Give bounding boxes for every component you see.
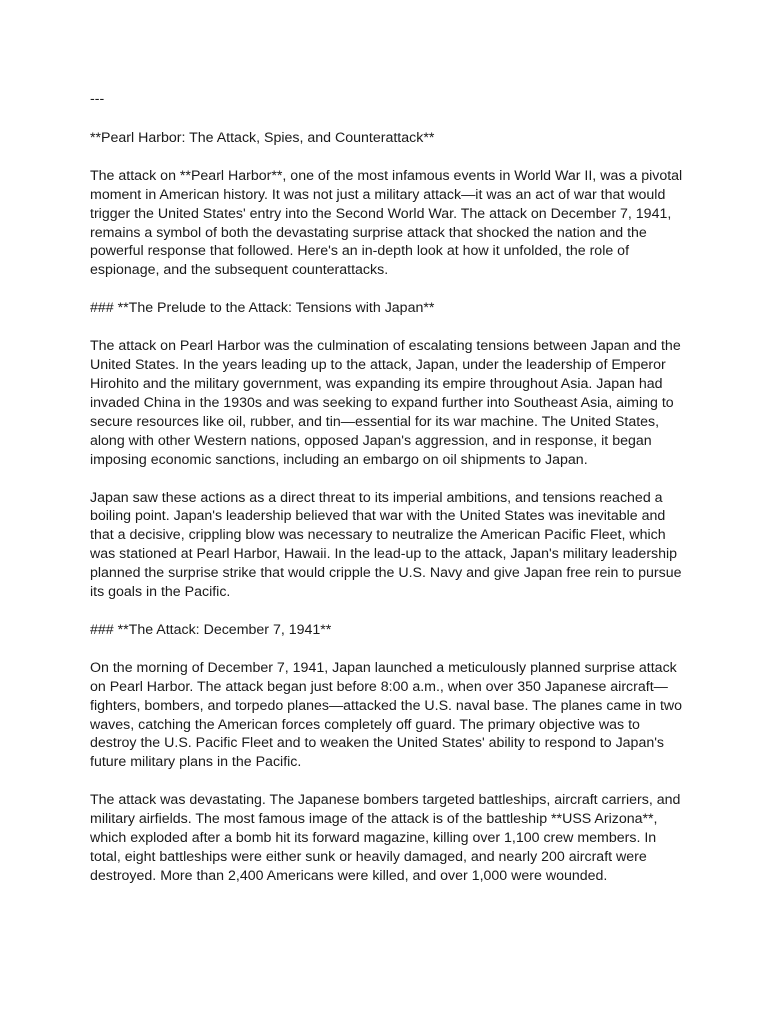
prelude-heading: ### **The Prelude to the Attack: Tensions with Japan** <box>90 300 435 317</box>
separator-line: --- <box>90 91 105 107</box>
attack-paragraph-2: The attack was devastating. The Japanese bombers targeted battleships, aircraft carriers, and military airfields. The most famous image of the attack is of the battleship **USS Arizona**, which exploded after a bomb hit its forward magazine, killing over 1,100 crew members. In total, eight battleships were either sunk or heavily damaged, and nearly 200 aircraft were destroyed. More than 2,400 Americans were killed, and over 1,000 were wounded. <box>90 792 681 884</box>
prelude-paragraph-2: Japan saw these actions as a direct threat to its imperial ambitions, and tensions reached a boiling point. Japan's leadership believed that war with the United States was inevitable and that a decisive, crippling blow was necessary to neutralize the American Pacific Fleet, which was stationed at Pearl Harbor, Hawaii. In the lead-up to the attack, Japan's military leadership planned the surprise strike that would cripple the U.S. Navy and give Japan free rein to pursue its goals in the Pacific. <box>90 489 682 601</box>
intro-paragraph: The attack on **Pearl Harbor**, one of the most infamous events in World War II, was a pivotal moment in American history. It was not just a military attack—it was an act of war that would trigger the United States' entry into the Second World War. The attack on December 7, 1941, remains a symbol of both the devastating surprise attack that shocked the nation and the powerful response that followed. Here's an in-depth look at how it unfolded, the role of espionage, and the subsequent counterattacks. <box>90 167 683 279</box>
prelude-paragraph-1: The attack on Pearl Harbor was the culmination of escalating tensions between Japan and the United States. In the years leading up to the attack, Japan, under the leadership of Emperor Hirohito and the military government, was expanding its empire throughout Asia. Japan had invaded China in the 1930s and was seeking to expand further into Southeast Asia, aiming to secure resources like oil, rubber, and tin—essential for its war machine. The United States, along with other Western nations, opposed Japan's aggression, and in response, it began imposing economic sanctions, including an embargo on oil shipments to Japan. <box>90 338 681 468</box>
attack-paragraph-1: On the morning of December 7, 1941, Japan launched a meticulously planned surprise attack on Pearl Harbor. The attack began just before 8:00 a.m., when over 350 Japanese aircraft—fighters, bombers, and torpedo planes—attacked the U.S. naval base. The planes came in two waves, catching the American forces completely off guard. The primary objective was to destroy the U.S. Pacific Fleet and to weaken the United States' ability to respond to Japan's future military plans in the Pacific. <box>90 659 683 771</box>
document-title: **Pearl Harbor: The Attack, Spies, and Counterattack** <box>90 129 435 146</box>
document-page <box>90 90 690 886</box>
attack-heading: ### **The Attack: December 7, 1941** <box>90 621 332 638</box>
